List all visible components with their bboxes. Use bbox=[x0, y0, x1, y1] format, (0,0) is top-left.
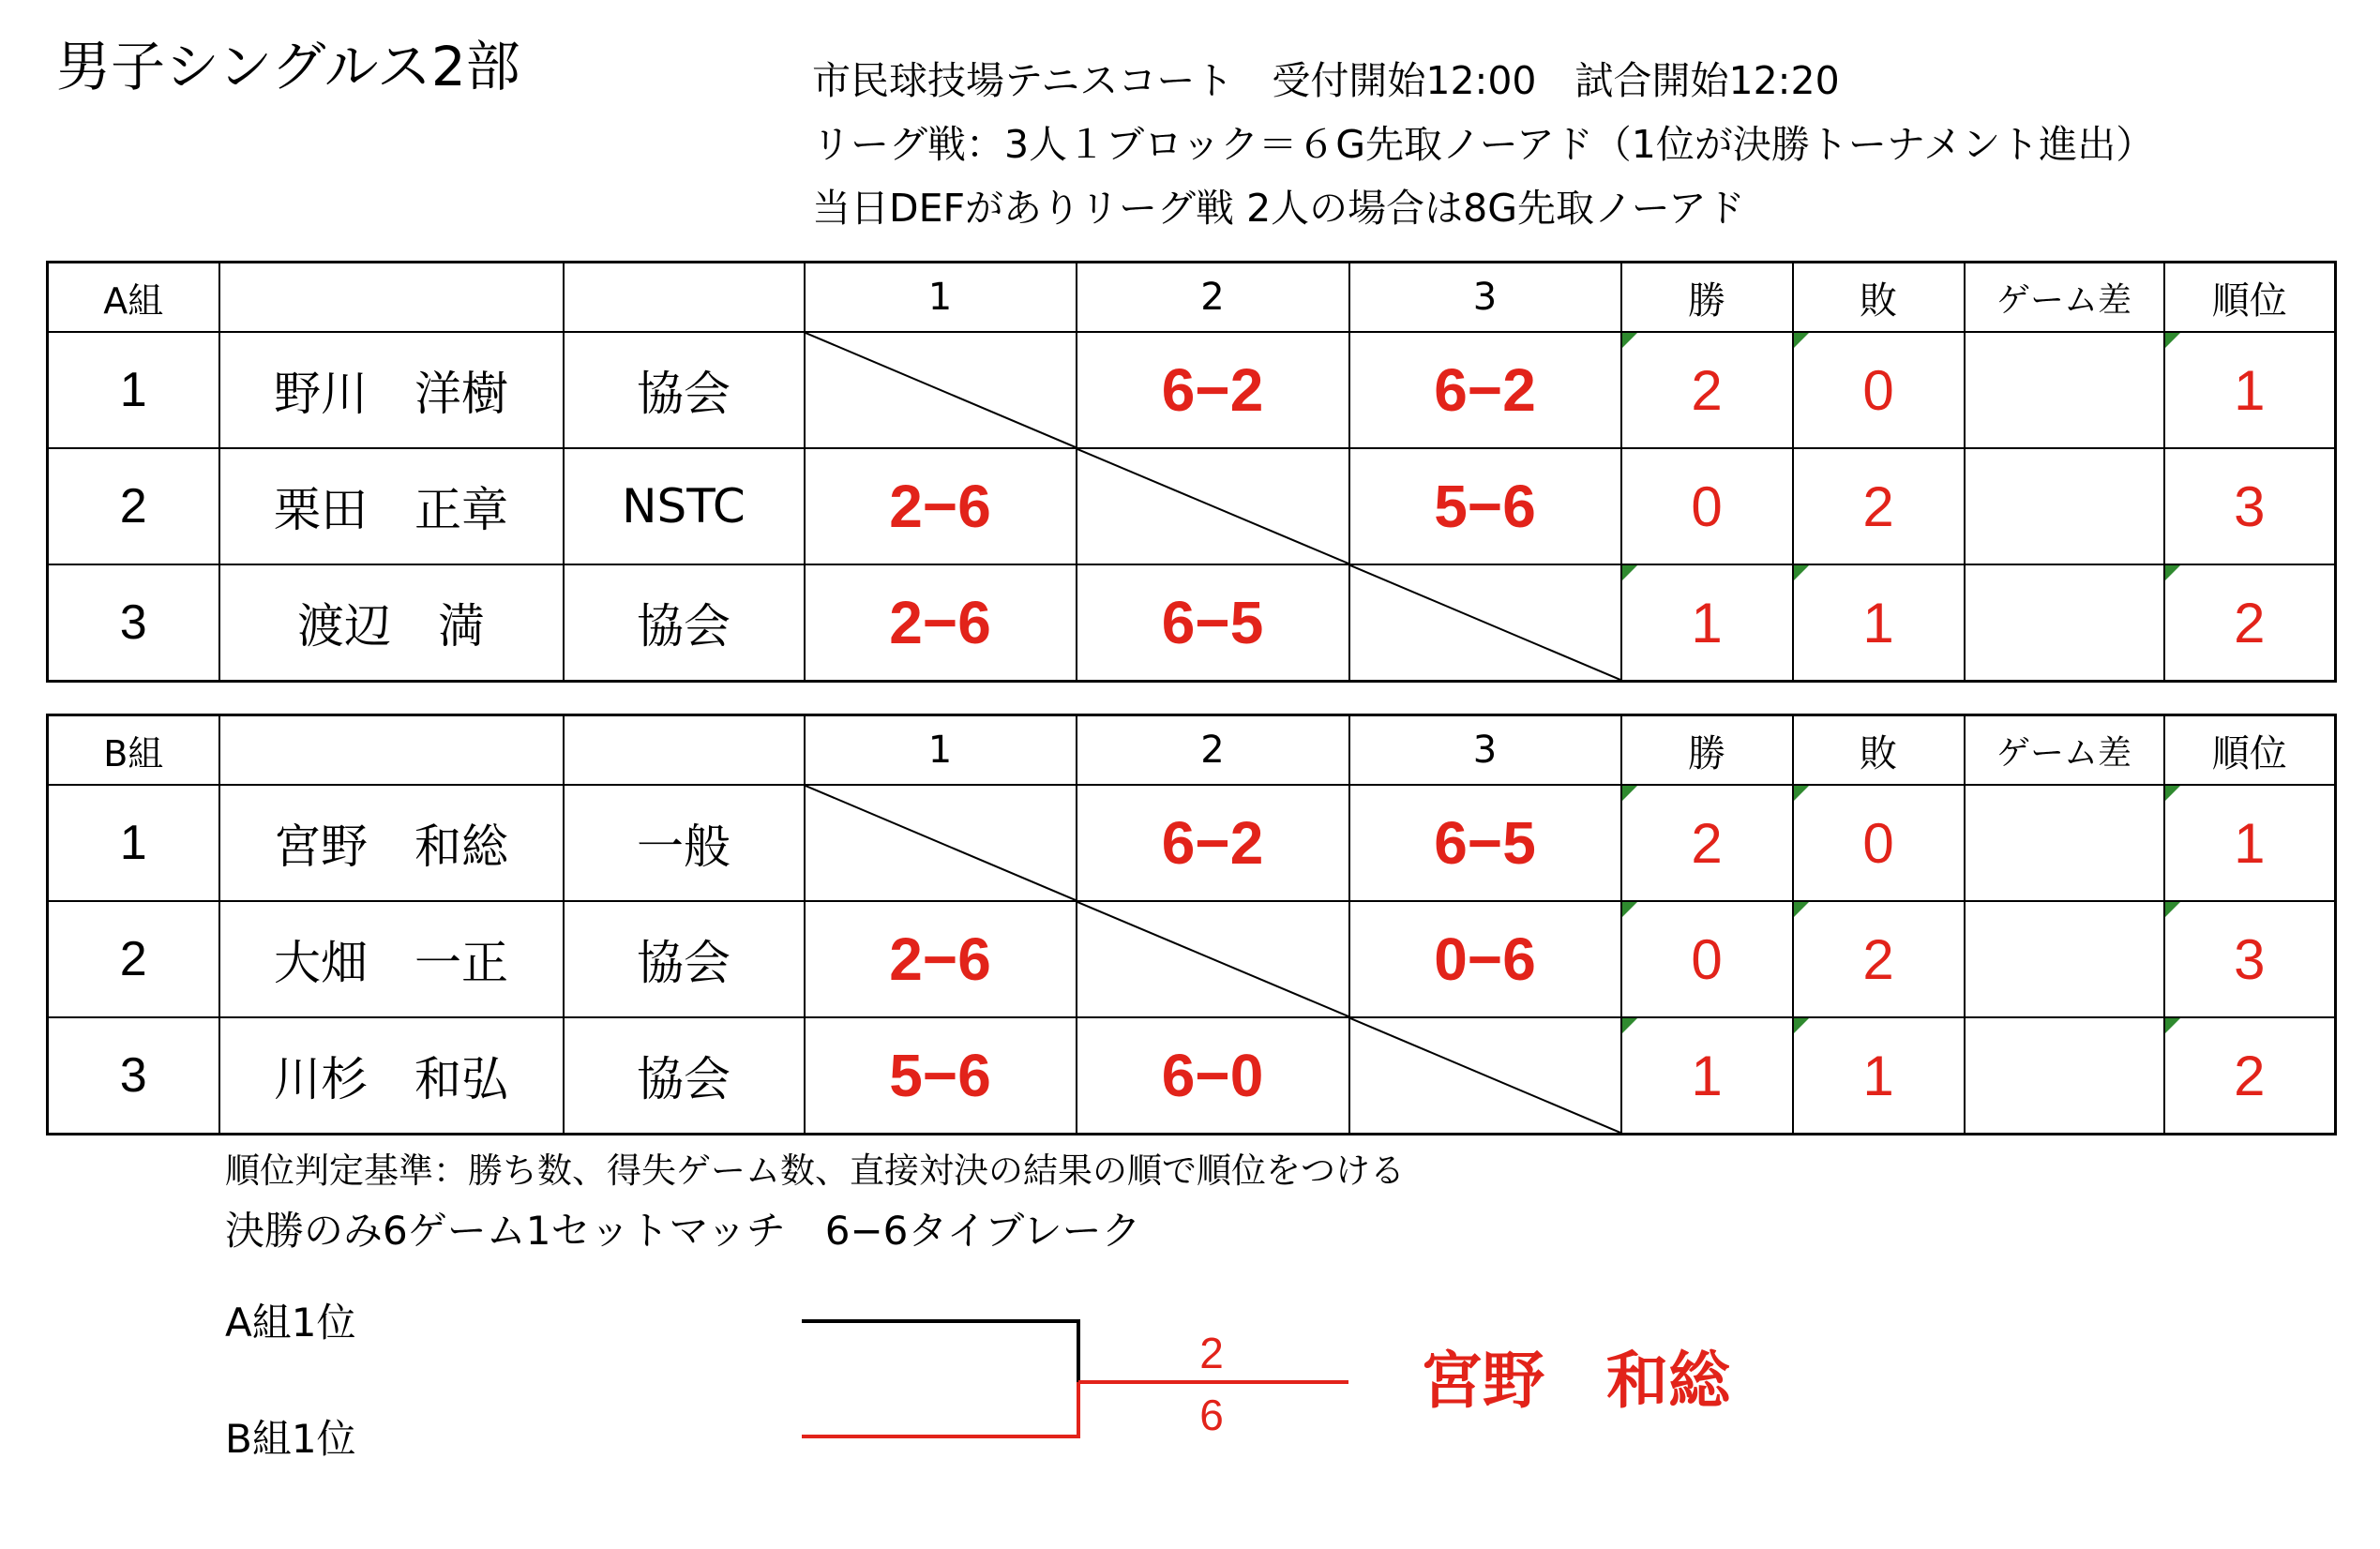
header-club bbox=[564, 715, 805, 786]
header-rank: 順位 bbox=[2164, 715, 2336, 786]
rank-cell bbox=[2164, 332, 2336, 448]
game-diff-cell bbox=[1965, 785, 2164, 901]
player-club: 協会 bbox=[564, 901, 805, 1017]
player-name: 渡辺 満 bbox=[219, 564, 564, 682]
rank-cell bbox=[2164, 901, 2336, 1017]
final-seed-b-label: B組1位 bbox=[225, 1416, 356, 1462]
rank-value: 2 bbox=[2234, 1044, 2266, 1107]
self-match-cell bbox=[1077, 448, 1349, 564]
rank-cell bbox=[2164, 564, 2336, 682]
self-match-cell bbox=[1349, 564, 1621, 682]
game-diff-cell bbox=[1965, 901, 2164, 1017]
header-club bbox=[564, 263, 805, 333]
notes-venue-time: 市民球技場テニスコート 受付開始12:00 試合開始12:20 bbox=[812, 58, 1840, 103]
diagonal-slash-icon bbox=[1350, 565, 1620, 680]
diagonal-slash-icon bbox=[1350, 1018, 1620, 1133]
rank-cell bbox=[2164, 1017, 2336, 1135]
wins-value: 0 bbox=[1691, 927, 1723, 991]
bracket-line-seed-a bbox=[802, 1321, 1078, 1382]
losses-value: 0 bbox=[1862, 811, 1894, 875]
wins-value: 1 bbox=[1691, 1044, 1723, 1107]
losses-cell bbox=[1793, 901, 1965, 1017]
header-name bbox=[219, 263, 564, 333]
score-cell: 6−0 bbox=[1077, 1017, 1349, 1135]
losses-cell bbox=[1793, 1017, 1965, 1135]
wins-cell bbox=[1621, 1017, 1793, 1135]
game-diff-cell bbox=[1965, 448, 2164, 564]
diagonal-slash-icon bbox=[806, 333, 1076, 447]
diagonal-slash-icon bbox=[1077, 902, 1348, 1016]
header-wins: 勝 bbox=[1621, 263, 1793, 333]
wins-cell bbox=[1621, 901, 1793, 1017]
player-name: 野川 洋樹 bbox=[219, 332, 564, 448]
player-number: 2 bbox=[48, 901, 219, 1017]
rank-value: 3 bbox=[2234, 927, 2266, 991]
player-name: 栗田 正章 bbox=[219, 448, 564, 564]
score-cell: 5−6 bbox=[1349, 448, 1621, 564]
self-match-cell bbox=[1349, 1017, 1621, 1135]
comment-marker-icon bbox=[2165, 786, 2180, 801]
game-diff-cell bbox=[1965, 332, 2164, 448]
player-row bbox=[48, 564, 2336, 682]
header-game-diff: ゲーム差 bbox=[1965, 263, 2164, 333]
score-cell: 0−6 bbox=[1349, 901, 1621, 1017]
comment-marker-icon bbox=[2165, 902, 2180, 917]
header-name bbox=[219, 715, 564, 786]
header-col-3: 3 bbox=[1349, 263, 1621, 333]
header-rank: 順位 bbox=[2164, 263, 2336, 333]
notes-league-format: リーグ戦：3人１ブロック＝６G先取ノーアド（1位が決勝トーナメント進出） bbox=[812, 122, 2155, 167]
comment-marker-icon bbox=[1794, 565, 1809, 580]
final-match-rule: 決勝のみ6ゲーム1セットマッチ 6−6タイブレーク bbox=[225, 1208, 1141, 1254]
comment-marker-icon bbox=[2165, 1018, 2180, 1033]
diagonal-slash-icon bbox=[806, 786, 1076, 900]
comment-marker-icon bbox=[1794, 1018, 1809, 1033]
score-cell: 6−5 bbox=[1349, 785, 1621, 901]
player-row bbox=[48, 448, 2336, 564]
player-club: NSTC bbox=[564, 448, 805, 564]
losses-cell bbox=[1793, 564, 1965, 682]
comment-marker-icon bbox=[1794, 902, 1809, 917]
losses-value: 1 bbox=[1862, 591, 1894, 654]
score-cell: 6−5 bbox=[1077, 564, 1349, 682]
comment-marker-icon bbox=[1622, 786, 1637, 801]
player-number: 1 bbox=[48, 332, 219, 448]
comment-marker-icon bbox=[1622, 333, 1637, 348]
player-number: 1 bbox=[48, 785, 219, 901]
rank-value: 1 bbox=[2234, 358, 2266, 422]
wins-cell bbox=[1621, 785, 1793, 901]
score-cell: 6−2 bbox=[1077, 332, 1349, 448]
player-club: 協会 bbox=[564, 1017, 805, 1135]
header-col-3: 3 bbox=[1349, 715, 1621, 786]
player-name: 宮野 和総 bbox=[219, 785, 564, 901]
header-col-2: 2 bbox=[1077, 263, 1349, 333]
player-row bbox=[48, 785, 2336, 901]
wins-cell: 0 bbox=[1621, 448, 1793, 564]
losses-cell bbox=[1793, 332, 1965, 448]
wins-cell bbox=[1621, 332, 1793, 448]
losses-cell: 2 bbox=[1793, 448, 1965, 564]
score-cell: 2−6 bbox=[805, 901, 1077, 1017]
losses-value: 0 bbox=[1862, 358, 1894, 422]
rank-value: 2 bbox=[2234, 591, 2266, 654]
losses-value: 2 bbox=[1862, 927, 1894, 991]
header-col-1: 1 bbox=[805, 263, 1077, 333]
rank-cell bbox=[2164, 785, 2336, 901]
comment-marker-icon bbox=[1794, 786, 1809, 801]
bracket-line-seed-b bbox=[802, 1382, 1078, 1436]
diagonal-slash-icon bbox=[1077, 449, 1348, 564]
comment-marker-icon bbox=[1794, 333, 1809, 348]
comment-marker-icon bbox=[1622, 902, 1637, 917]
header-col-2: 2 bbox=[1077, 715, 1349, 786]
event-notes bbox=[812, 49, 2154, 240]
wins-value: 1 bbox=[1691, 591, 1723, 654]
league-table-b bbox=[46, 714, 2337, 1135]
final-score-seed-b: 6 bbox=[1199, 1391, 1224, 1439]
player-name: 大畑 一正 bbox=[219, 901, 564, 1017]
score-cell: 2−6 bbox=[805, 448, 1077, 564]
header-losses: 敗 bbox=[1793, 263, 1965, 333]
losses-cell bbox=[1793, 785, 1965, 901]
final-seed-a-label: A組1位 bbox=[225, 1300, 356, 1346]
self-match-cell bbox=[805, 332, 1077, 448]
final-winner: 宮野 和総 bbox=[1421, 1345, 1730, 1417]
player-number: 2 bbox=[48, 448, 219, 564]
game-diff-cell bbox=[1965, 1017, 2164, 1135]
notes-def-rule: 当日DEFがありリーグ戦 2人の場合は8G先取ノーアド bbox=[812, 186, 1745, 231]
comment-marker-icon bbox=[2165, 333, 2180, 348]
player-club: 一般 bbox=[564, 785, 805, 901]
player-row bbox=[48, 1017, 2336, 1135]
block-label: B組 bbox=[48, 715, 219, 786]
wins-value: 2 bbox=[1691, 358, 1723, 422]
player-number: 3 bbox=[48, 564, 219, 682]
header-game-diff: ゲーム差 bbox=[1965, 715, 2164, 786]
header-wins: 勝 bbox=[1621, 715, 1793, 786]
ranking-criteria: 順位判定基準：勝ち数、得失ゲーム数、直接対決の結果の順で順位をつける bbox=[225, 1150, 1405, 1191]
losses-value: 1 bbox=[1862, 1044, 1894, 1107]
player-club: 協会 bbox=[564, 332, 805, 448]
header-row bbox=[48, 263, 2336, 333]
wins-cell bbox=[1621, 564, 1793, 682]
score-cell: 2−6 bbox=[805, 564, 1077, 682]
player-club: 協会 bbox=[564, 564, 805, 682]
score-cell: 6−2 bbox=[1077, 785, 1349, 901]
player-number: 3 bbox=[48, 1017, 219, 1135]
self-match-cell bbox=[1077, 901, 1349, 1017]
rank-value: 1 bbox=[2234, 811, 2266, 875]
player-row bbox=[48, 901, 2336, 1017]
game-diff-cell bbox=[1965, 564, 2164, 682]
block-label: A組 bbox=[48, 263, 219, 333]
page-title: 男子シングルス2部 bbox=[56, 35, 520, 98]
comment-marker-icon bbox=[1622, 1018, 1637, 1033]
header-col-1: 1 bbox=[805, 715, 1077, 786]
player-name: 川杉 和弘 bbox=[219, 1017, 564, 1135]
score-cell: 6−2 bbox=[1349, 332, 1621, 448]
header-row bbox=[48, 715, 2336, 786]
final-score-seed-a: 2 bbox=[1199, 1329, 1224, 1377]
header-losses: 敗 bbox=[1793, 715, 1965, 786]
self-match-cell bbox=[805, 785, 1077, 901]
league-table-a bbox=[46, 261, 2337, 683]
player-row bbox=[48, 332, 2336, 448]
rank-cell: 3 bbox=[2164, 448, 2336, 564]
comment-marker-icon bbox=[1622, 565, 1637, 580]
score-cell: 5−6 bbox=[805, 1017, 1077, 1135]
comment-marker-icon bbox=[2165, 565, 2180, 580]
wins-value: 2 bbox=[1691, 811, 1723, 875]
